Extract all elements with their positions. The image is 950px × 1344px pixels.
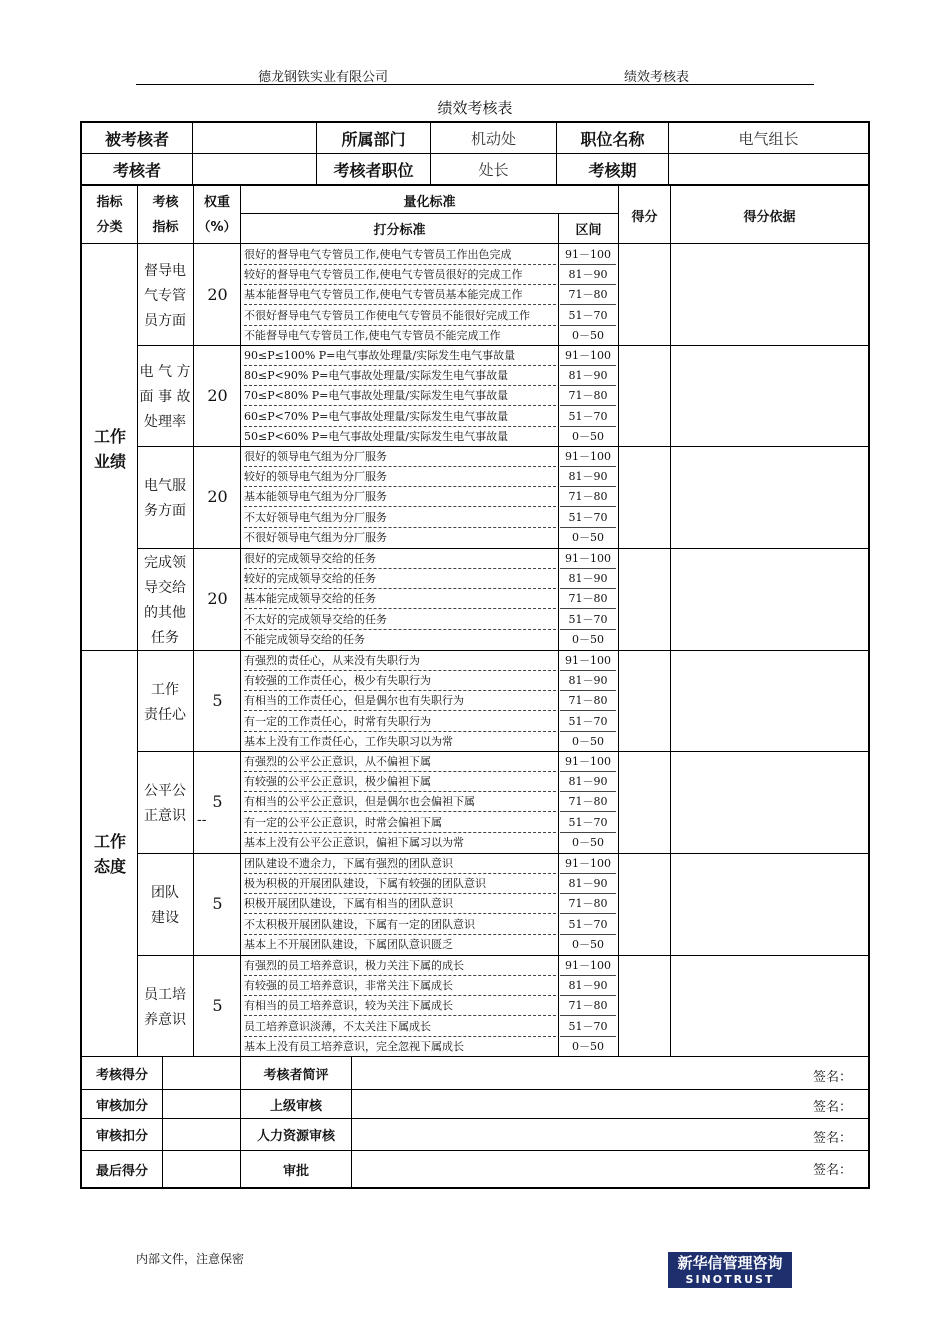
criteria-text: 80≤P<90% P=电气事故处理量/实际发生电气事故量 xyxy=(244,366,556,386)
criteria-text: 不太积极开展团队建设，下属有一定的团队意识 xyxy=(244,915,556,935)
criteria-text: 有一定的公平公正意识，时常会偏袒下属 xyxy=(244,813,556,833)
score-cell[interactable] xyxy=(619,753,670,852)
category-attitude: 工作 态度 xyxy=(93,832,126,876)
basis-cell[interactable] xyxy=(671,957,868,1056)
criteria-range: 81－90 xyxy=(560,671,616,691)
criteria-text: 不很好领导电气组为分厂服务 xyxy=(244,530,387,544)
indicator-weight: 5 xyxy=(212,791,223,811)
criteria-text: 很好的督导电气专管员工作,使电气专管员工作出色完成 xyxy=(244,245,556,265)
signature-2[interactable]: 签名： xyxy=(812,1100,852,1115)
signature-3[interactable]: 签名： xyxy=(812,1131,852,1146)
field-final-score[interactable] xyxy=(163,1151,240,1187)
criteria-text: 基本能督导电气专管员工作,使电气专管员基本能完成工作 xyxy=(244,285,556,305)
criteria-range: 81－90 xyxy=(560,366,616,386)
position-label: 职位名称 xyxy=(580,129,645,149)
page-title: 绩效考核表 xyxy=(437,99,513,117)
criteria-text: 有强烈的员工培养意识，极力关注下属的成长 xyxy=(244,956,556,976)
label-assess-score: 考核得分 xyxy=(95,1068,148,1083)
criteria-text: 较好的督导电气专管员工作,使电气专管员很好的完成工作 xyxy=(244,265,556,285)
criteria-text: 基本能完成领导交给的任务 xyxy=(244,589,556,609)
basis-cell[interactable] xyxy=(671,652,868,751)
criteria-range: 81－90 xyxy=(560,467,616,487)
criteria-range: 81－90 xyxy=(560,772,616,792)
criteria-range: 71－80 xyxy=(560,487,616,507)
dept-label: 所属部门 xyxy=(341,129,406,149)
criteria-text: 不很好督导电气专管员工作使电气专管员不能很好完成工作 xyxy=(244,306,556,326)
col-criteria: 打分标准 xyxy=(373,223,426,238)
criteria-range: 91－100 xyxy=(560,447,616,467)
indicator-weight: 5 xyxy=(212,690,223,710)
criteria-range: 0－50 xyxy=(572,937,604,951)
assessor-label: 考核者 xyxy=(112,160,161,180)
criteria-text: 有较强的公平公正意识，极少偏袒下属 xyxy=(244,772,556,792)
logo-cn: 新华信管理咨询 xyxy=(677,1254,783,1272)
criteria-range: 91－100 xyxy=(560,651,616,671)
criteria-range: 51－70 xyxy=(560,306,616,326)
criteria-range: 0－50 xyxy=(572,328,604,342)
label-hr-review: 人力资源审核 xyxy=(256,1129,335,1144)
indicator-name: 完成领 导交给 的其他 任务 xyxy=(144,554,186,646)
indicator-name: 工作 责任心 xyxy=(144,681,186,723)
score-cell[interactable] xyxy=(619,347,670,446)
indicator-name: 电 气 方 面 事 故 处理率 xyxy=(139,364,191,430)
criteria-text: 有较强的工作责任心，极少有失职行为 xyxy=(244,671,556,691)
assessee-label: 被考核者 xyxy=(104,129,169,149)
period-label: 考核期 xyxy=(588,160,637,180)
criteria-text: 较好的领导电气组为分厂服务 xyxy=(244,467,556,487)
criteria-range: 51－70 xyxy=(560,407,616,427)
criteria-range: 71－80 xyxy=(560,691,616,711)
criteria-range: 0－50 xyxy=(572,835,604,849)
criteria-range: 91－100 xyxy=(560,245,616,265)
col-category: 指标 分类 xyxy=(96,195,123,235)
criteria-text: 不能完成领导交给的任务 xyxy=(244,632,365,646)
criteria-text: 基本上没有公平公正意识，偏袒下属习以为常 xyxy=(244,835,464,849)
criteria-range: 0－50 xyxy=(572,429,604,443)
criteria-range: 51－70 xyxy=(560,915,616,935)
indicator-weight: 20 xyxy=(207,284,228,304)
field-review-bonus[interactable] xyxy=(163,1090,240,1118)
sinotrust-logo xyxy=(668,1252,792,1288)
criteria-range: 81－90 xyxy=(560,976,616,996)
criteria-range: 71－80 xyxy=(560,996,616,1016)
confidential-note: 内部文件，注意保密 xyxy=(136,1252,245,1266)
criteria-text: 有相当的工作责任心，但是偶尔也有失职行为 xyxy=(244,691,556,711)
criteria-range: 71－80 xyxy=(560,792,616,812)
basis-cell[interactable] xyxy=(671,347,868,446)
label-review-deduction: 审核扣分 xyxy=(95,1129,148,1144)
indicator-name: 公平公 正意识 xyxy=(144,782,186,824)
criteria-range: 51－70 xyxy=(560,813,616,833)
basis-cell[interactable] xyxy=(671,246,868,345)
criteria-range: 0－50 xyxy=(572,734,604,748)
criteria-range: 71－80 xyxy=(560,589,616,609)
label-final-score: 最后得分 xyxy=(95,1163,148,1179)
basis-cell[interactable] xyxy=(671,448,868,547)
signature-1[interactable]: 签名： xyxy=(812,1070,852,1085)
indicator-weight: 5 xyxy=(212,893,223,913)
criteria-text: 基本上不开展团队建设，下属团队意识匮乏 xyxy=(244,937,453,951)
label-review-bonus: 审核加分 xyxy=(95,1098,148,1114)
indicator-name: 督导电 气专管 员方面 xyxy=(144,263,186,329)
indicator-weight: 20 xyxy=(207,486,228,506)
criteria-text: 有强烈的责任心，从来没有失职行为 xyxy=(244,651,556,671)
criteria-text: 极为积极的开展团队建设，下属有较强的团队意识 xyxy=(244,874,556,894)
score-cell[interactable] xyxy=(619,550,670,649)
criteria-text: 很好的完成领导交给的任务 xyxy=(244,549,556,569)
col-range: 区间 xyxy=(575,223,602,238)
criteria-text: 较好的完成领导交给的任务 xyxy=(244,569,556,589)
indicator-name: 团队 建设 xyxy=(151,884,179,926)
col-score: 得分 xyxy=(631,209,658,225)
col-quant: 量化标准 xyxy=(403,194,456,210)
indicator-weight: 20 xyxy=(207,588,228,608)
criteria-text: 有一定的工作责任心，时常有失职行为 xyxy=(244,712,556,732)
criteria-range: 71－80 xyxy=(560,894,616,914)
criteria-text: 基本上没有员工培养意识，完全忽视下属成长 xyxy=(244,1039,464,1053)
field-assess-score[interactable] xyxy=(163,1058,240,1089)
indicator-name: 电气服 务方面 xyxy=(144,477,186,519)
indicator-name: 员工培 养意识 xyxy=(144,986,186,1028)
position-field[interactable]: 电气组长 xyxy=(738,129,799,148)
criteria-range: 91－100 xyxy=(560,346,616,366)
col-weight: 权重 （%） xyxy=(197,195,237,235)
company-name: 德龙钢铁实业有限公司 xyxy=(258,70,389,85)
criteria-range: 91－100 xyxy=(560,854,616,874)
label-approval: 审批 xyxy=(282,1163,309,1179)
assessor-position-field[interactable]: 处长 xyxy=(478,160,509,179)
score-cell[interactable] xyxy=(619,246,670,345)
criteria-range: 71－80 xyxy=(560,386,616,406)
basis-cell[interactable] xyxy=(671,855,868,954)
indicator-weight: 5 xyxy=(212,995,223,1015)
criteria-text: 50≤P<60% P=电气事故处理量/实际发生电气事故量 xyxy=(244,429,509,443)
basis-cell[interactable] xyxy=(671,753,868,852)
assessor-position-label: 考核者职位 xyxy=(333,160,414,180)
assessee-field[interactable] xyxy=(193,123,316,153)
criteria-range: 91－100 xyxy=(560,549,616,569)
criteria-range: 0－50 xyxy=(572,632,604,646)
dept-field[interactable]: 机动处 xyxy=(470,129,516,148)
criteria-text: 90≤P≤100% P=电气事故处理量/实际发生电气事故量 xyxy=(244,346,556,366)
criteria-range: 81－90 xyxy=(560,874,616,894)
criteria-text: 很好的领导电气组为分厂服务 xyxy=(244,447,556,467)
criteria-text: 积极开展团队建设，下属有相当的团队意识 xyxy=(244,894,556,914)
period-field[interactable] xyxy=(669,154,868,184)
field-review-deduction[interactable] xyxy=(163,1119,240,1150)
signature-4[interactable]: 签名： xyxy=(812,1163,852,1178)
criteria-text: 员工培养意识淡薄，不太关注下属成长 xyxy=(244,1017,556,1037)
score-cell[interactable] xyxy=(619,652,670,751)
assessor-field[interactable] xyxy=(193,154,316,184)
criteria-range: 71－80 xyxy=(560,285,616,305)
score-cell[interactable] xyxy=(619,448,670,547)
criteria-range: 0－50 xyxy=(572,1039,604,1053)
logo-en: SINOTRUST xyxy=(685,1273,775,1286)
score-cell[interactable] xyxy=(619,855,670,954)
label-assessor-comment: 考核者简评 xyxy=(263,1068,329,1083)
criteria-range: 51－70 xyxy=(560,610,616,630)
criteria-range: 81－90 xyxy=(560,569,616,589)
criteria-range: 91－100 xyxy=(560,956,616,976)
basis-cell[interactable] xyxy=(671,550,868,649)
criteria-range: 0－50 xyxy=(572,530,604,544)
header-rule xyxy=(136,84,814,85)
criteria-text: 70≤P<80% P=电气事故处理量/实际发生电气事故量 xyxy=(244,386,556,406)
criteria-text: 有较强的员工培养意识，非常关注下属成长 xyxy=(244,976,556,996)
indicator-weight: 20 xyxy=(207,385,228,405)
label-superior-review: 上级审核 xyxy=(269,1098,322,1114)
criteria-text: 60≤P<70% P=电气事故处理量/实际发生电气事故量 xyxy=(244,407,556,427)
criteria-text: 有强烈的公平公正意识，从不偏袒下属 xyxy=(244,752,556,772)
score-cell[interactable] xyxy=(619,957,670,1056)
col-basis: 得分依据 xyxy=(743,209,796,225)
criteria-text: 基本上没有工作责任心，工作失职习以为常 xyxy=(244,734,453,748)
criteria-range: 51－70 xyxy=(560,1017,616,1037)
doc-name: 绩效考核表 xyxy=(624,70,690,85)
criteria-text: 基本能领导电气组为分厂服务 xyxy=(244,487,556,507)
criteria-text: 有相当的员工培养意识，较为关注下属成长 xyxy=(244,996,556,1016)
criteria-text: 不太好领导电气组为分厂服务 xyxy=(244,508,556,528)
criteria-text: 不太好的完成领导交给的任务 xyxy=(244,610,556,630)
criteria-text: 不能督导电气专管员工作,使电气专管员不能完成工作 xyxy=(244,328,501,342)
weight-note: -- xyxy=(197,811,207,828)
criteria-text: 团队建设不遗余力，下属有强烈的团队意识 xyxy=(244,854,556,874)
criteria-range: 51－70 xyxy=(560,508,616,528)
category-performance: 工作 业绩 xyxy=(93,427,126,471)
criteria-range: 91－100 xyxy=(560,752,616,772)
criteria-range: 81－90 xyxy=(560,265,616,285)
col-indicator: 考核 指标 xyxy=(152,195,179,235)
criteria-range: 51－70 xyxy=(560,712,616,732)
criteria-text: 有相当的公平公正意识，但是偶尔也会偏袒下属 xyxy=(244,792,556,812)
